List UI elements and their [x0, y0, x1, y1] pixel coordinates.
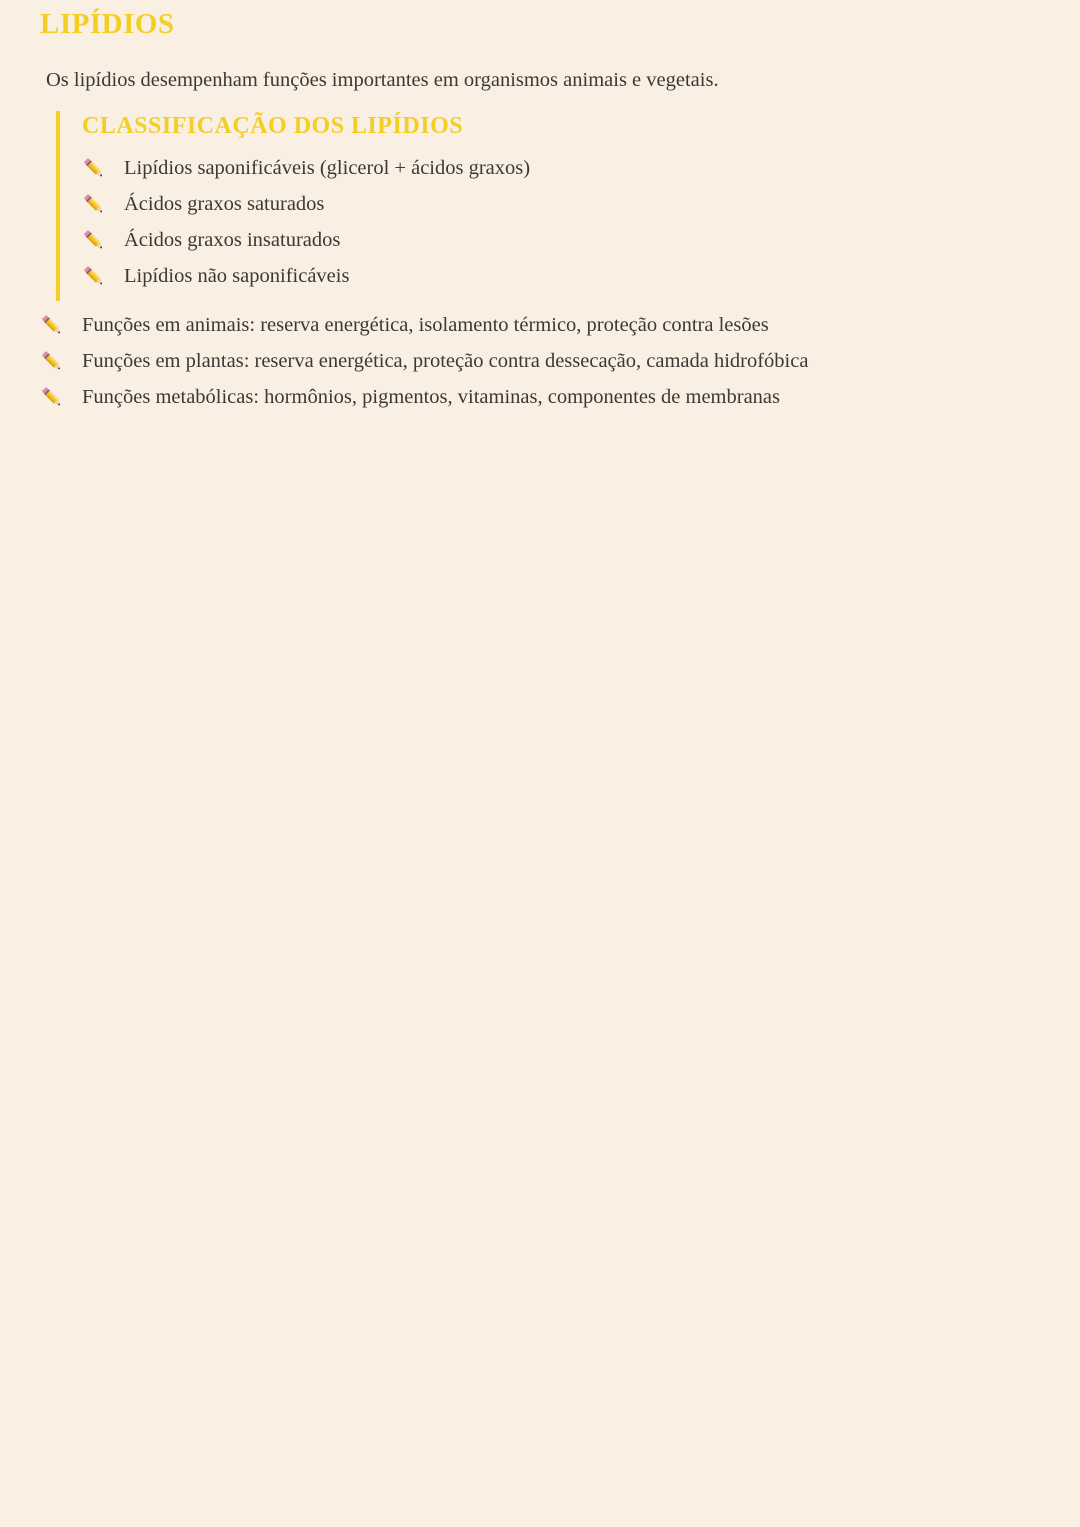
- pencil-icon: [40, 349, 65, 374]
- list-item-label: Lipídios saponificáveis (glicerol + ácidos graxos): [124, 157, 531, 180]
- functions-section: [40, 313, 1040, 410]
- list-item: [40, 349, 1040, 374]
- list-item: [82, 264, 1040, 289]
- pencil-icon: [82, 228, 107, 253]
- pencil-icon: [82, 192, 107, 217]
- pencil-icon: [82, 156, 107, 181]
- pencil-icon: [40, 385, 65, 410]
- list-item: [40, 313, 1040, 338]
- list-item-label: Ácidos graxos saturados: [124, 193, 325, 216]
- list-item: [82, 156, 1040, 181]
- notes-page: [0, 0, 1080, 410]
- list-item: [40, 385, 1040, 410]
- list-item-label: Ácidos graxos insaturados: [124, 229, 341, 252]
- list-item: [82, 228, 1040, 253]
- page-title: LIPÍDIOS: [40, 8, 175, 40]
- list-item-label: Lipídios não saponificáveis: [124, 265, 350, 288]
- classification-section: [56, 111, 1040, 301]
- classification-section-heading: CLASSIFICAÇÃO DOS LIPÍDIOS: [82, 112, 464, 139]
- list-item: [82, 192, 1040, 217]
- list-item-label: Funções em animais: reserva energética, isolamento térmico, proteção contra lesões: [82, 314, 769, 337]
- intro-text: Os lipídios desempenham funções importantes em organismos animais e vegetais.: [46, 69, 719, 91]
- pencil-icon: [82, 264, 107, 289]
- classification-list: [82, 156, 1040, 289]
- list-item-label: Funções em plantas: reserva energética, proteção contra dessecação, camada hidrofóbica: [82, 350, 809, 373]
- functions-list: [40, 313, 1040, 410]
- pencil-icon: [40, 313, 65, 338]
- list-item-label: Funções metabólicas: hormônios, pigmentos, vitaminas, componentes de membranas: [82, 386, 781, 409]
